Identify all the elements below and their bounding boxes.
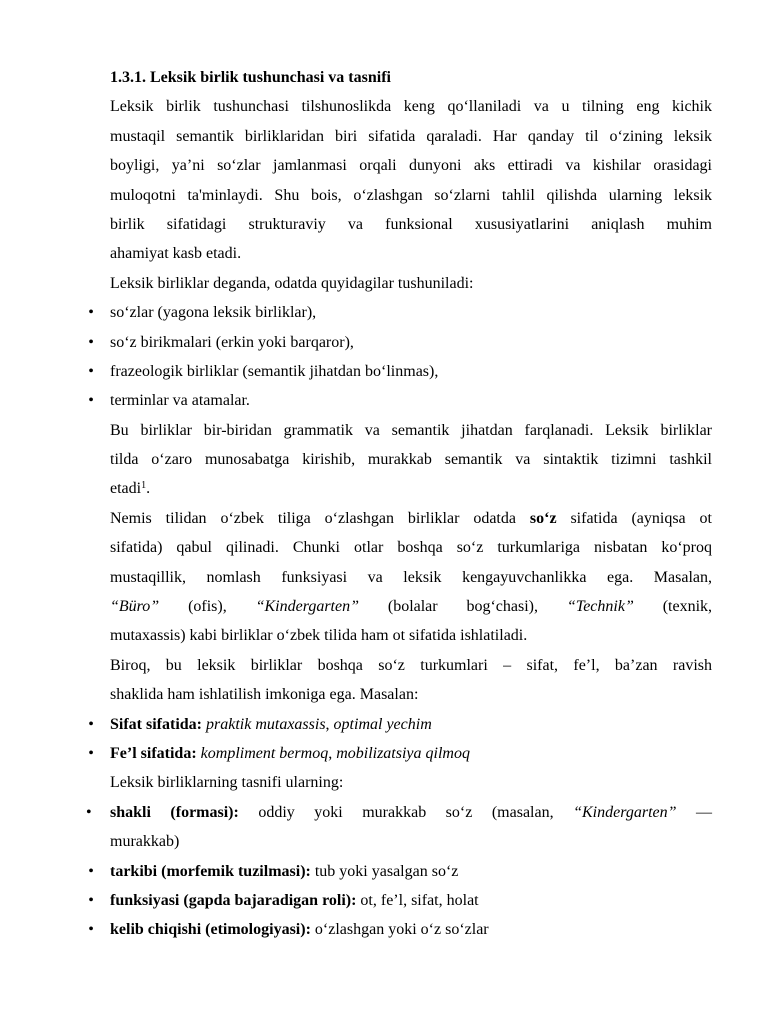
paragraph-text: .	[146, 480, 151, 498]
paragraph-line: sifatida) qabul qilinadi. Chunki otlar boshqa so‘z turkumlariga nisbatan ko‘proq	[110, 539, 712, 557]
paragraph-line	[110, 474, 712, 503]
example-word: “Büro”	[110, 598, 160, 616]
bullet-list-units	[88, 298, 712, 416]
section-heading: 1.3.1. Leksik birlik tushunchasi va tasnifi	[110, 69, 391, 86]
bullet-icon: •	[88, 715, 94, 733]
list-item	[88, 328, 712, 357]
bold-term: so‘z	[529, 509, 557, 527]
paragraph-line: mustaqillik, nomlash funksiyasi va leksik kengayuvchanlikka ega. Masalan,	[110, 568, 712, 586]
bullet-icon: •	[88, 891, 94, 909]
list-item-label: shakli (formasi):	[110, 803, 239, 821]
list-item	[88, 298, 712, 327]
paragraph-other-parts	[110, 651, 712, 710]
list-item-text: so‘z birikmalari (erkin yoki barqaror),	[110, 333, 354, 351]
paragraph-list-intro: Leksik birliklar deganda, odatda quyidagilar tushuniladi:	[110, 274, 474, 292]
paragraph-line: shaklida ham ishlatilish imkoniga ega. Masalan:	[110, 686, 419, 704]
list-item-text: ot, fe’l, sifat, holat	[360, 891, 479, 909]
list-item-text: frazeologik birliklar (semantik jihatdan bo‘linmas),	[110, 362, 439, 380]
list-item	[88, 710, 712, 739]
bullet-list-usage	[88, 710, 712, 769]
example-phrase: praktik mutaxassis	[206, 715, 326, 733]
bullet-icon: •	[88, 744, 94, 762]
list-item	[86, 798, 713, 827]
list-item-label: tarkibi (morfemik tuzilmasi):	[110, 862, 311, 880]
paragraph-text: Nemis tilidan o‘zbek tiliga o‘zlashgan birliklar odatda	[110, 509, 516, 527]
paragraph-german-loans	[110, 504, 712, 651]
paragraph-line: Biroq, bu leksik birliklar boshqa so‘z turkumlari – sifat, fe’l, ba’zan ravish	[110, 656, 712, 674]
paragraph-line: Leksik birlik tushunchasi tilshunoslikda keng qo‘llaniladi va u tilning eng kichik	[110, 98, 712, 116]
list-item	[88, 886, 712, 915]
paragraph-line: Bu birliklar bir-biridan grammatik va semantik jihatdan farqlanadi. Leksik birliklar	[110, 421, 712, 439]
paragraph-line: boyligi, ya’ni so‘zlar jamlanmasi orqali dunyoni aks ettiradi va kishilar orasidagi	[110, 157, 712, 175]
bullet-icon: •	[88, 333, 94, 351]
paragraph-text: (texnik,	[662, 598, 713, 616]
bullet-icon: •	[88, 921, 94, 939]
example-word: “Kindergarten”	[255, 598, 359, 616]
paragraph-line	[110, 504, 712, 533]
list-item-label: Fe’l sifatida:	[110, 744, 197, 762]
paragraph-text: (ofis),	[188, 598, 227, 616]
list-item	[88, 386, 712, 415]
list-item-label: Sifat sifatida:	[110, 715, 202, 733]
paragraph-text: etadi	[110, 480, 142, 498]
list-item-text: oddiy yoki murakkab so‘z (masalan,	[258, 803, 554, 821]
paragraph-line: tilda o‘zaro munosabatga kirishib, murakkab semantik va sintaktik tizimni tashkil	[110, 451, 712, 469]
list-item-label: funksiyasi (gapda bajaradigan roli):	[110, 891, 357, 909]
paragraph-classification-intro: Leksik birliklarning tasnifi ularning:	[110, 774, 344, 792]
paragraph-line: muloqotni ta'minlaydi. Shu bois, o‘zlashgan so‘zlarni tahlil qilishda ularning leksik	[110, 186, 712, 204]
paragraph-intro	[110, 92, 712, 268]
paragraph-text: sifatida (ayniqsa ot	[570, 509, 713, 527]
list-item-continuation: murakkab)	[110, 833, 180, 851]
paragraph-line: mutaxassis) kabi birliklar o‘zbek tilida ham ot sifatida ishlatiladi.	[110, 627, 528, 645]
example-phrase: mobilizatsiya qilmoq	[336, 744, 470, 762]
bullet-icon: •	[88, 304, 94, 322]
dash: —	[696, 803, 713, 821]
example-phrase: kompliment bermoq	[200, 744, 329, 762]
document-page	[86, 63, 713, 945]
example-word: “Kindergarten”	[573, 803, 677, 821]
bullet-icon: •	[88, 392, 94, 410]
bullet-icon: •	[86, 803, 92, 821]
list-item	[88, 739, 712, 768]
bullet-list-classification	[86, 798, 713, 945]
paragraph-line: ahamiyat kasb etadi.	[110, 245, 242, 263]
paragraph-line	[110, 592, 712, 621]
list-item-text: terminlar va atamalar.	[110, 392, 250, 410]
list-item	[88, 857, 712, 886]
footnote-reference[interactable]: 1	[141, 480, 147, 492]
list-item-text: o‘zlashgan yoki o‘z so‘zlar	[314, 921, 489, 939]
paragraph-line: mustaqil semantik birliklaridan biri sifatida qaraladi. Har qanday til o‘zining leksik	[110, 127, 712, 145]
list-item-text: so‘zlar (yagona leksik birliklar),	[110, 304, 317, 322]
separator: ,	[325, 715, 330, 733]
example-phrase: optimal yechim	[333, 715, 432, 733]
list-item-label: kelib chiqishi (etimologiyasi):	[110, 921, 311, 939]
paragraph-text: (bolalar bog‘chasi),	[387, 598, 538, 616]
separator: ,	[328, 744, 333, 762]
bullet-icon: •	[88, 862, 94, 880]
example-word: “Technik”	[566, 598, 634, 616]
list-item	[88, 357, 712, 386]
list-item-text: tub yoki yasalgan so‘z	[314, 862, 459, 880]
list-item	[88, 915, 712, 944]
paragraph-line: birlik sifatidagi strukturaviy va funksional xususiyatlarini aniqlash muhim	[110, 215, 712, 233]
bullet-icon: •	[88, 362, 94, 380]
paragraph-differences	[110, 416, 712, 504]
